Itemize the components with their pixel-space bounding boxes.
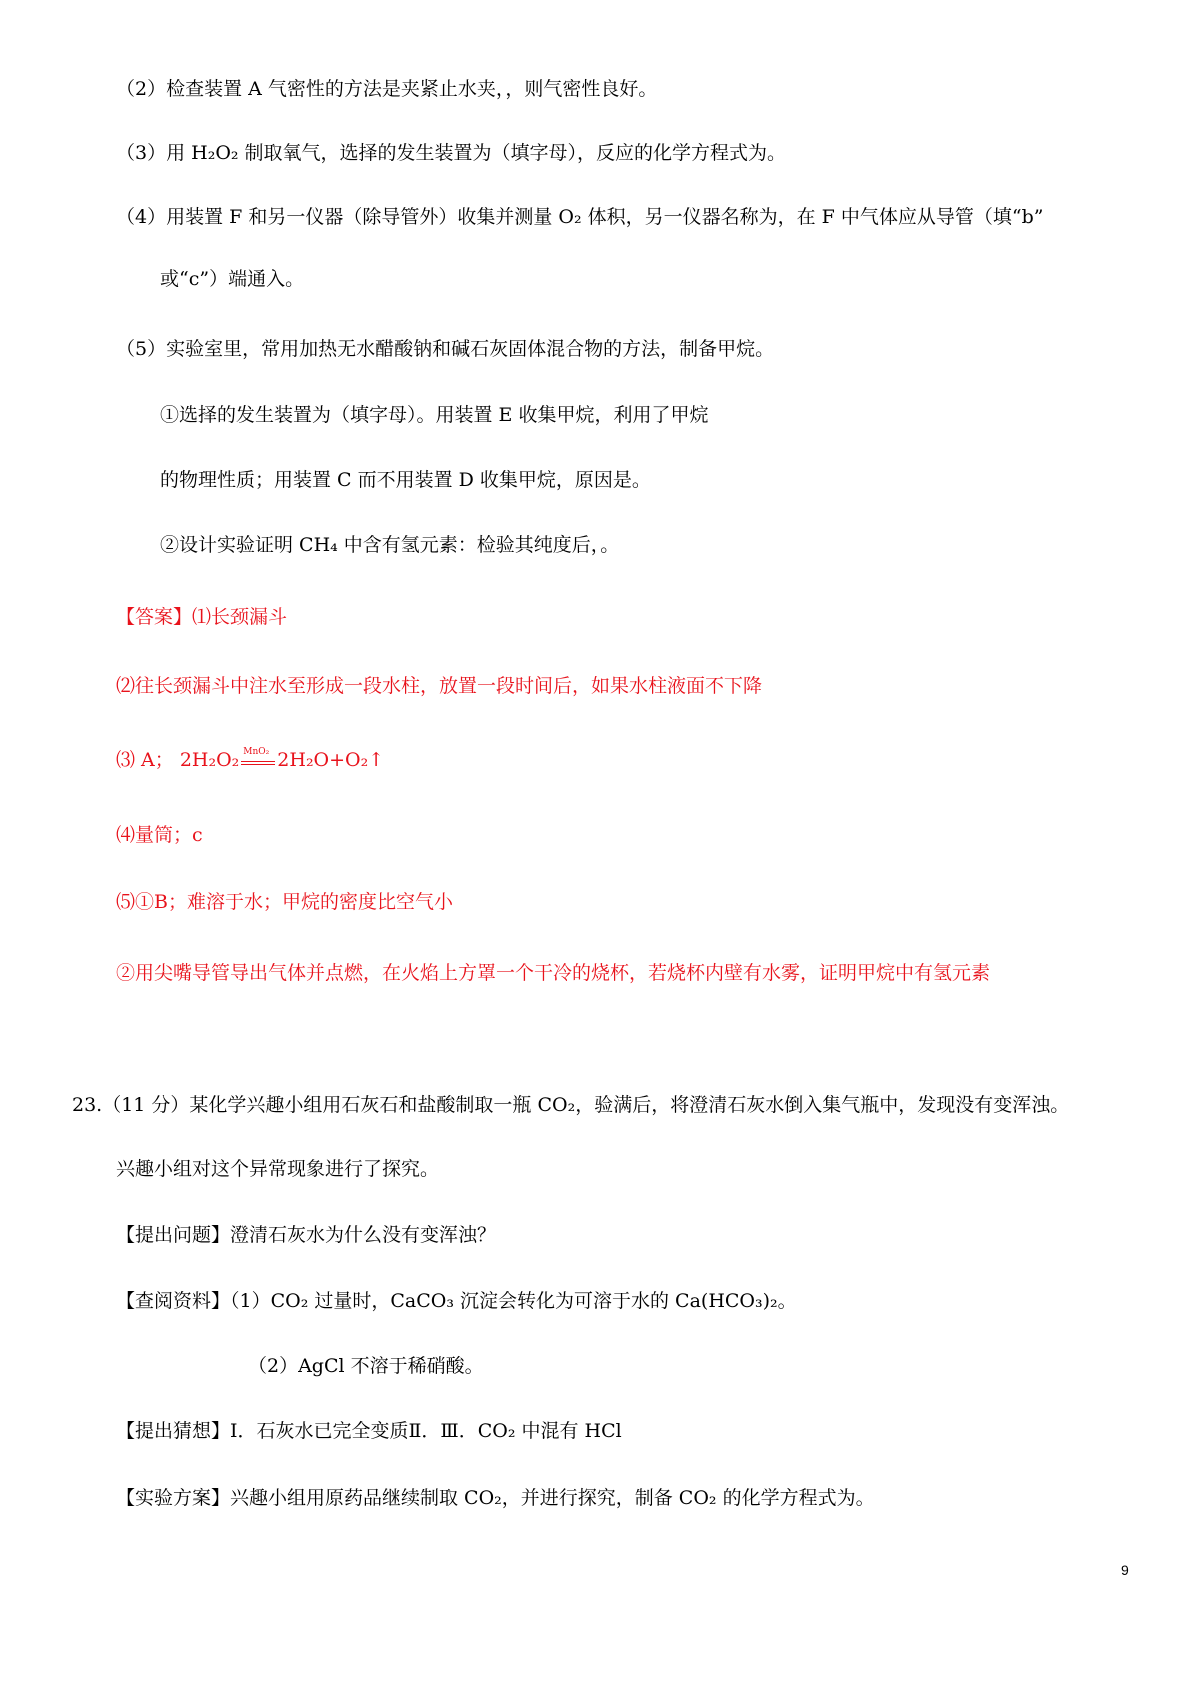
- q22-part5: （5）实验室里，常用加热无水醋酸钠和碱石灰固体混合物的方法，制备甲烷。: [116, 338, 775, 360]
- q22-part5-1-line1: ①选择的发生装置为（填字母）。用装置 E 收集甲烷，利用了甲烷: [160, 404, 709, 426]
- q22-part3: （3）用 H₂O₂ 制取氧气，选择的发生装置为（填字母），反应的化学方程式为。: [116, 142, 787, 164]
- answer-4: ⑷量筒；c: [116, 824, 203, 846]
- q23-info-2: （2）AgCl 不溶于稀硝酸。: [248, 1355, 484, 1377]
- answer-2: ⑵往长颈漏斗中注水至形成一段水柱，放置一段时间后，如果水柱液面不下降: [116, 675, 763, 697]
- answer-tag: 【答案】: [116, 606, 193, 628]
- q23-hypothesis: 【提出猜想】Ⅰ．石灰水已完全变质Ⅱ．Ⅲ．CO₂ 中混有 HCl: [116, 1420, 622, 1442]
- answer-1: ⑴长颈漏斗: [192, 606, 288, 628]
- q23-info-1: 【查阅资料】（1）CO₂ 过量时，CaCO₃ 沉淀会转化为可溶于水的 Ca(HCO₃)₂。: [116, 1290, 797, 1312]
- answer-line-1: [116, 604, 287, 630]
- q23-intro-line1: 23.（11 分）某化学兴趣小组用石灰石和盐酸制取一瓶 CO₂，验满后，将澄清石灰水倒入集气瓶中，发现没有变浑浊。: [72, 1094, 1070, 1116]
- q22-part2: （2）检查装置 A 气密性的方法是夹紧止水夹，，则气密性良好。: [116, 78, 658, 100]
- equals-bar-bottom: [241, 764, 275, 765]
- q23-question: 【提出问题】澄清石灰水为什么没有变浑浊？: [116, 1224, 497, 1246]
- q22-part4-line2: 或“c”）端通入。: [160, 268, 305, 290]
- catalyst-condition: [241, 747, 275, 773]
- page-number: 9: [1121, 1562, 1129, 1578]
- q23-plan: 【实验方案】兴趣小组用原药品继续制取 CO₂，并进行探究，制备 CO₂ 的化学方程式为。: [116, 1487, 875, 1509]
- answer-3-prefix: ⑶ A；: [116, 749, 174, 771]
- answer-5-1: ⑸①B；难溶于水；甲烷的密度比空气小: [116, 891, 453, 913]
- equation-left: 2H₂O₂: [179, 749, 240, 771]
- answer-5-2: ②用尖嘴导管导出气体并点燃，在火焰上方罩一个干冷的烧杯，若烧杯内壁有水雾，证明甲烷中有氢元素: [116, 962, 991, 984]
- q22-part5-2: ②设计实验证明 CH₄ 中含有氢元素：检验其纯度后，。: [160, 534, 620, 556]
- q22-part5-1-line2: 的物理性质；用装置 C 而不用装置 D 收集甲烷，原因是。: [160, 469, 651, 491]
- equation-right: 2H₂O+O₂↑: [277, 749, 385, 771]
- q22-part4-line1: （4）用装置 F 和另一仪器（除导管外）收集并测量 O₂ 体积，另一仪器名称为，在 F 中气体应从导管（填“b”: [116, 206, 1044, 228]
- q23-intro-line2: 兴趣小组对这个异常现象进行了探究。: [116, 1158, 440, 1180]
- answer-3: [116, 747, 384, 773]
- equals-bar-top: [241, 761, 275, 762]
- catalyst-label: MnO₂: [243, 747, 270, 757]
